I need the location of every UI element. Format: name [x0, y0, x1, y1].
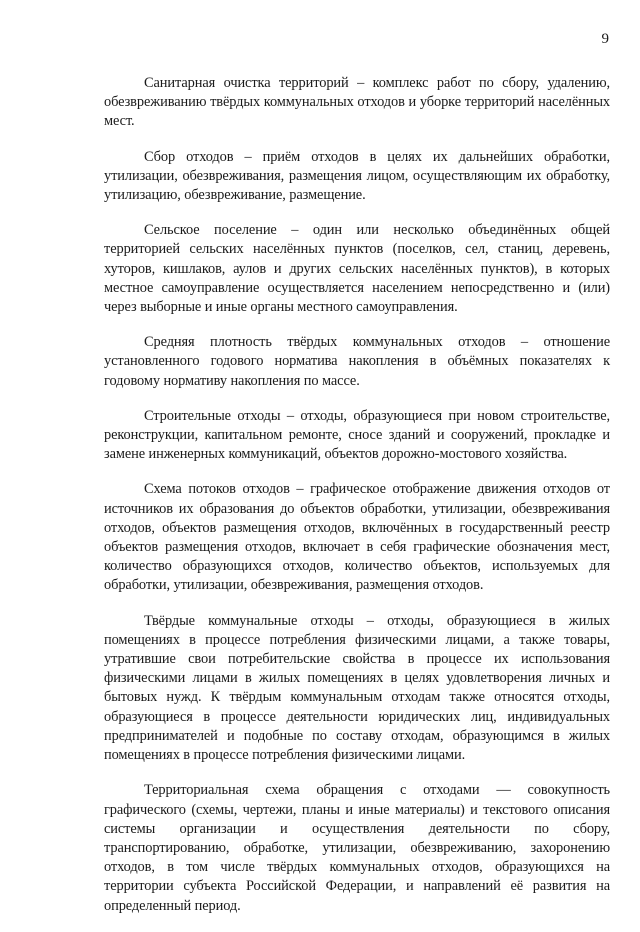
- page-number: 9: [601, 31, 609, 47]
- paragraph-average-density: Средняя плотность твёрдых коммунальных отходов – отношение установленного годового норматива накопления в объёмных показателях к годовому нормативу накопления по массе.: [104, 334, 610, 389]
- paragraph-waste-collection: Сбор отходов – приём отходов в целях их дальнейших обработки, утилизации, обезвреживания, размещения лицом, осуществляющим их обработку, утилизацию, обезвреживание, размещение.: [104, 148, 610, 204]
- paragraph-territorial-scheme: Территориальная схема обращения с отходами — совокупность графического (схемы, чертежи, планы и иные материалы) и текстового описания системы организации и осуществления деятельности по сбору, транспортированию, обработке, утилизации, обезвреживанию, захоронению отходов, в том числе твёрдых коммунальных отходов, образующихся на территории субъекта Российской Федерации, и направлений её развития на определенный период.: [104, 782, 610, 914]
- paragraph-waste-flow-scheme: Схема потоков отходов – графическое отображение движения отходов от источников их образования до объектов обработки, утилизации, обезвреживания отходов, объектов размещения отходов, включённых в государственный реестр объектов размещения отходов, включает в себя графические обозначения мест, количество образующихся отходов, количество объектов, используемых для обработки, утилизации, обезвреживания, размещения отходов.: [104, 481, 610, 594]
- paragraph-rural-settlement: Сельское поселение – один или несколько объединённых общей территорией сельских населённых пунктов (поселков, сел, станиц, деревень, хуторов, кишлаков, аулов и других сельских населённых пунктов), в которых местное самоуправление осуществляется населением непосредственно и (или) через выборные и иные органы местного самоуправления.: [104, 222, 610, 316]
- paragraph-solid-municipal-waste: Твёрдые коммунальные отходы – отходы, образующиеся в жилых помещениях в процессе потребления физическими лицами, а также товары, утратившие свои потребительские свойства в процессе их использования физическими лицами в жилых помещениях в целях удовлетворения личных и бытовых нужд. К твёрдым коммунальным отходам также относятся отходы, образующиеся в процессе деятельности юридических лиц, индивидуальных предпринимателей и подобные по составу отходам, образующимся в жилых помещениях в процессе потребления физическими лицами.: [104, 612, 610, 764]
- paragraph-sanitary-cleaning: Санитарная очистка территорий – комплекс работ по сбору, удалению, обезвреживанию твёрдых коммунальных отходов и уборке территорий населённых мест.: [104, 75, 610, 130]
- document-body: [104, 74, 610, 932]
- paragraph-construction-waste: Строительные отходы – отходы, образующиеся при новом строительстве, реконструкции, капитальном ремонте, сносе зданий и сооружений, прокладке и замене инженерных коммуникаций, объектов дорожно-мостового хозяйства.: [104, 407, 610, 463]
